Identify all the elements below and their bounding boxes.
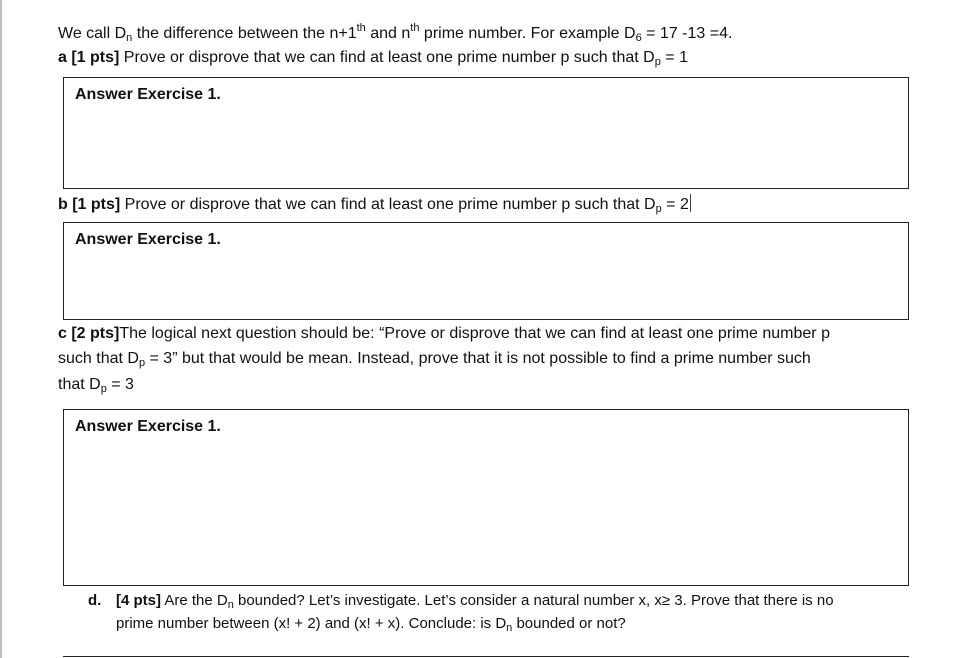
answer-box-b[interactable] [63, 222, 909, 320]
answer-box-a[interactable] [63, 77, 909, 189]
answer-box-c[interactable] [63, 409, 909, 586]
answer-label-c: Answer Exercise 1. [75, 418, 221, 435]
question-c-line1: c [2 pts]The logical next question should be: “Prove or disprove that we can find at least one prime number p [58, 325, 830, 342]
page-left-edge [0, 0, 2, 658]
question-d-line1: d. [4 pts] Are the $D_n$ bounded? Let’s investigate. Let’s consider a natural number x, x≥ 3. Prove that there is no [88, 592, 834, 611]
question-d-letter: d. [88, 592, 102, 609]
question-b: b [1 pts] Prove or disprove that we can find at least one prime number p such that $D_p = 2$ [58, 196, 689, 215]
question-d-line2: prime number between (x! + 2) and (x! + x). Conclude: is $D_n$ bounded or not? [116, 615, 626, 634]
text-cursor [690, 194, 691, 212]
answer-label-b: Answer Exercise 1. [75, 231, 221, 248]
question-b-points: b [1 pts] [58, 196, 121, 213]
question-d-points: [4 pts] [116, 592, 161, 609]
intro-definition: We call $D_n$ the difference between the n+1th and $n^{th}$ prime number. For example $D_6 = 17$ -13 =4. [58, 22, 733, 44]
answer-label-a: Answer Exercise 1. [75, 86, 221, 103]
question-c-line3: that $D_p = 3$ [58, 376, 134, 395]
question-a-points: a [1 pts] [58, 49, 120, 66]
question-a: a [1 pts] Prove or disprove that we can find at least one prime number p such that $D_p = 1$ [58, 49, 688, 68]
question-c-line2: such that $D_p = 3$” but that would be mean. Instead, prove that it is not possible to find a prime number such [58, 350, 811, 369]
question-c-points: c [2 pts] [58, 325, 120, 342]
